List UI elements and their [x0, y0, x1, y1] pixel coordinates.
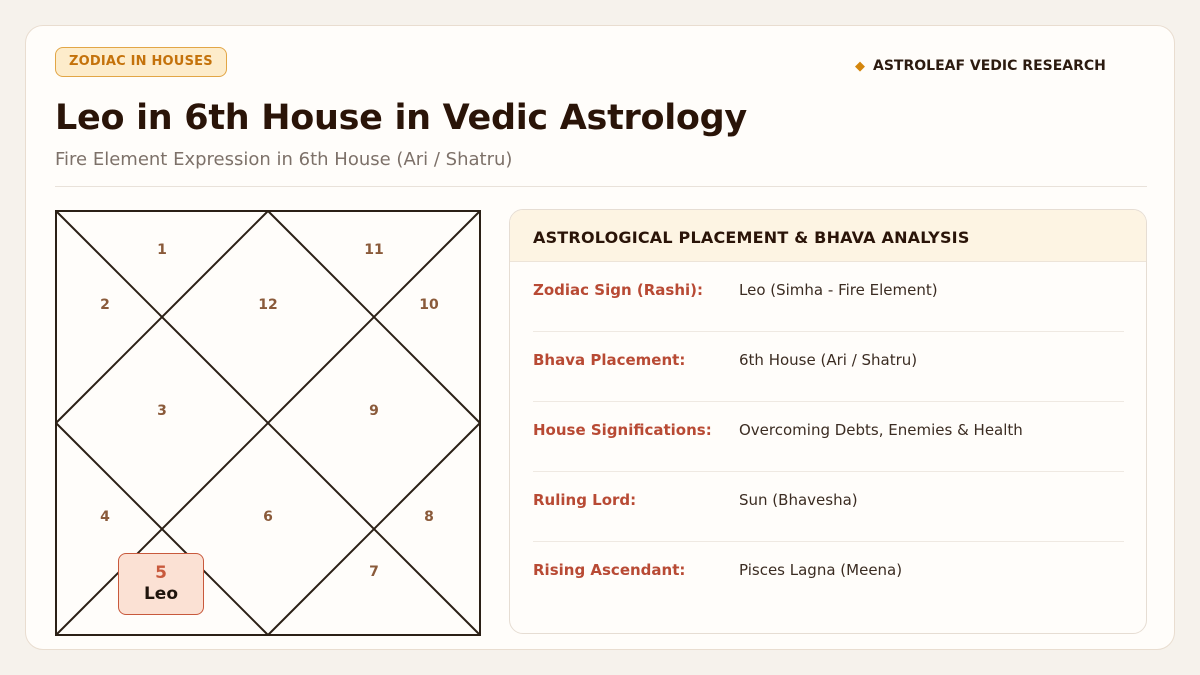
row-label: House Significations: [533, 421, 712, 439]
house-number-3: 3 [157, 403, 167, 419]
brand-name: ASTROLEAF VEDIC RESEARCH [873, 58, 1106, 74]
analysis-panel [509, 209, 1147, 634]
row-value: Leo (Simha - Fire Element) [739, 281, 938, 299]
house-number-10: 10 [419, 297, 439, 313]
page-title: Leo in 6th House in Vedic Astrology [55, 98, 747, 138]
panel-heading: ASTROLOGICAL PLACEMENT & BHAVA ANALYSIS [510, 210, 1146, 262]
house-number-2: 2 [100, 297, 110, 313]
analysis-row [533, 402, 1124, 472]
row-label: Bhava Placement: [533, 351, 686, 369]
house-number-12: 12 [258, 297, 278, 313]
house-number-9: 9 [369, 403, 379, 419]
house-number-6: 6 [263, 509, 273, 525]
row-label: Zodiac Sign (Rashi): [533, 281, 704, 299]
row-value: Overcoming Debts, Enemies & Health [739, 421, 1023, 439]
house-number-8: 8 [424, 509, 434, 525]
diamond-icon: ◆ [855, 58, 865, 74]
house-number-11: 11 [364, 242, 384, 258]
analysis-rows [510, 262, 1146, 612]
content-card [25, 25, 1175, 650]
analysis-row [533, 262, 1124, 332]
highlighted-house-5 [118, 553, 204, 615]
house-number-7: 7 [369, 564, 379, 580]
analysis-row [533, 542, 1124, 612]
header-divider [55, 186, 1147, 187]
house-number-4: 4 [100, 509, 110, 525]
row-value: Pisces Lagna (Meena) [739, 561, 903, 579]
north-indian-chart [55, 210, 481, 636]
highlighted-sign-label: Leo [143, 584, 179, 604]
analysis-row [533, 332, 1124, 402]
analysis-row [533, 472, 1124, 542]
row-label: Ruling Lord: [533, 491, 637, 509]
page-subtitle: Fire Element Expression in 6th House (Ari / Shatru) [55, 149, 513, 170]
row-value: 6th House (Ari / Shatru) [739, 351, 918, 369]
brand-label [855, 58, 1106, 74]
row-label: Rising Ascendant: [533, 561, 686, 579]
row-value: Sun (Bhavesha) [739, 491, 858, 509]
house-number-1: 1 [157, 242, 167, 258]
highlighted-house-number: 5 [155, 563, 167, 583]
category-badge: ZODIAC IN HOUSES [55, 47, 227, 77]
